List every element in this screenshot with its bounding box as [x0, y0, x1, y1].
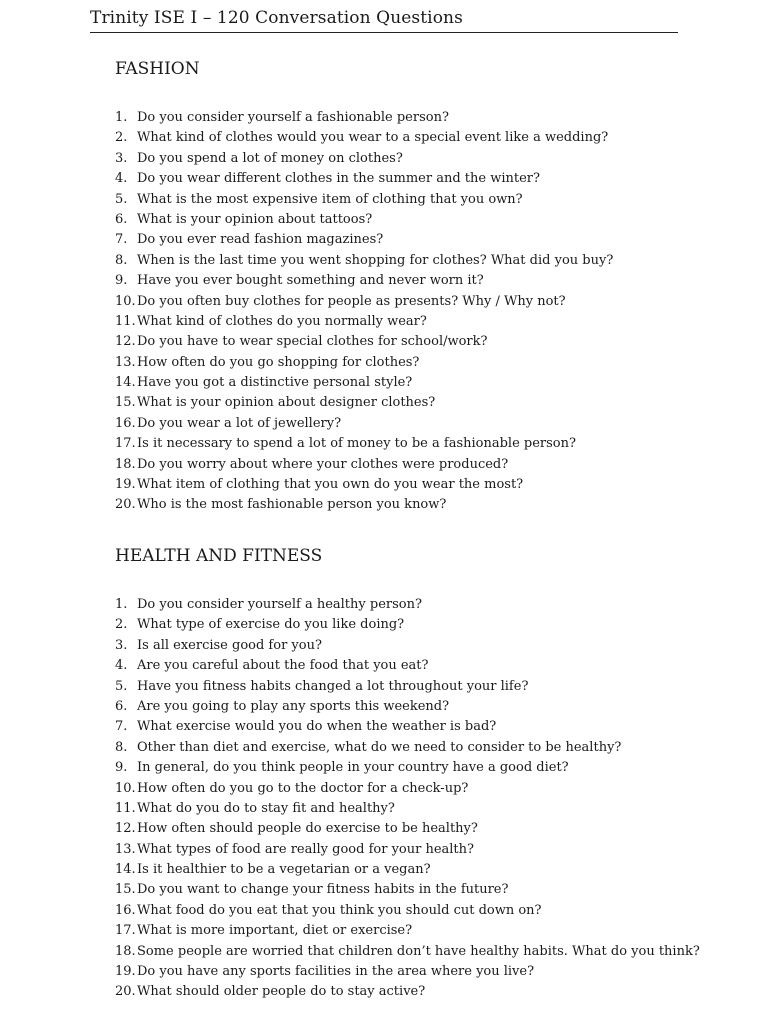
- question-item: [115, 495, 705, 515]
- question-text: Have you ever bought something and never worn it?: [137, 273, 484, 289]
- question-number: 6.: [115, 211, 128, 227]
- question-item: [115, 434, 705, 454]
- question-text: Some people are worried that children don’t have healthy habits. What do you think?: [137, 943, 700, 959]
- question-text: What is your opinion about tattoos?: [137, 211, 373, 227]
- question-number: 9.: [115, 273, 128, 289]
- question-item: [115, 982, 705, 1002]
- question-number: 17.: [115, 436, 136, 452]
- question-text: What type of exercise do you like doing?: [137, 617, 405, 633]
- question-item: [115, 779, 705, 799]
- question-number: 16.: [115, 902, 136, 918]
- question-item: [115, 128, 705, 148]
- question-item: [115, 738, 705, 758]
- question-number: 4.: [115, 658, 128, 674]
- question-number: 18.: [115, 456, 136, 472]
- question-number: 7.: [115, 719, 128, 735]
- question-number: 9.: [115, 760, 128, 776]
- question-text: Do you consider yourself a healthy person?: [137, 597, 422, 612]
- question-text: Who is the most fashionable person you know?: [137, 497, 447, 513]
- question-number: 14.: [115, 862, 136, 878]
- question-text: What is the most expensive item of clothing that you own?: [137, 191, 523, 207]
- question-text: Do you have to wear special clothes for school/work?: [137, 334, 488, 350]
- question-item: [115, 414, 705, 434]
- question-text: What is more important, diet or exercise?: [137, 923, 413, 939]
- question-text: What types of food are really good for your health?: [137, 841, 475, 857]
- question-text: Is all exercise good for you?: [137, 637, 322, 653]
- question-number: 12.: [115, 821, 136, 837]
- question-item: [115, 697, 705, 717]
- question-text: Do you often buy clothes for people as presents? Why / Why not?: [137, 293, 566, 309]
- question-number: 5.: [115, 191, 128, 207]
- question-item: [115, 860, 705, 880]
- section-fashion: [115, 58, 705, 513]
- question-item: [115, 758, 705, 778]
- question-text: Do you ever read fashion magazines?: [137, 232, 384, 248]
- question-item: [115, 595, 705, 615]
- question-item: [115, 251, 705, 271]
- question-item: [115, 312, 705, 332]
- question-text: Are you careful about the food that you eat?: [137, 658, 429, 674]
- question-text: Is it necessary to spend a lot of money to be a fashionable person?: [137, 436, 576, 452]
- question-number: 2.: [115, 617, 128, 633]
- question-text: What exercise would you do when the weather is bad?: [137, 719, 497, 735]
- question-number: 13.: [115, 354, 136, 370]
- page-header: [90, 6, 678, 33]
- question-text: What do you do to stay fit and healthy?: [137, 800, 395, 816]
- question-text: How often do you go to the doctor for a check-up?: [137, 780, 469, 796]
- question-item: [115, 880, 705, 900]
- question-item: [115, 656, 705, 676]
- question-text: Do you want to change your fitness habits in the future?: [137, 882, 509, 898]
- question-number: 11.: [115, 313, 136, 329]
- question-text: Do you worry about where your clothes were produced?: [137, 456, 509, 472]
- question-item: [115, 455, 705, 475]
- question-text: What is your opinion about designer clothes?: [137, 395, 436, 411]
- question-item: [115, 901, 705, 921]
- question-text: Have you got a distinctive personal style?: [137, 375, 413, 391]
- question-text: Are you going to play any sports this weekend?: [137, 698, 450, 714]
- question-item: [115, 717, 705, 737]
- question-item: [115, 292, 705, 312]
- question-item: [115, 615, 705, 635]
- question-number: 4.: [115, 171, 128, 187]
- question-text: How often should people do exercise to be healthy?: [137, 821, 478, 837]
- question-item: [115, 921, 705, 941]
- question-text: What should older people do to stay active?: [137, 984, 426, 1000]
- question-number: 11.: [115, 800, 136, 816]
- question-item: [115, 677, 705, 697]
- question-text: Do you wear different clothes in the summer and the winter?: [137, 171, 540, 187]
- question-number: 2.: [115, 130, 128, 146]
- question-item: [115, 271, 705, 291]
- question-item: [115, 169, 705, 189]
- question-text: Is it healthier to be a vegetarian or a vegan?: [137, 862, 431, 878]
- question-text: Do you have any sports facilities in the area where you live?: [137, 964, 535, 980]
- question-text: Do you wear a lot of jewellery?: [137, 415, 342, 431]
- question-number: 20.: [115, 497, 136, 513]
- question-text: What kind of clothes would you wear to a special event like a wedding?: [137, 130, 609, 146]
- question-number: 15.: [115, 395, 136, 411]
- question-text: When is the last time you went shopping for clothes? What did you buy?: [137, 252, 614, 268]
- question-number: 19.: [115, 964, 136, 980]
- question-item: [115, 840, 705, 860]
- question-item: [115, 149, 705, 169]
- question-number: 16.: [115, 415, 136, 431]
- question-item: [115, 819, 705, 839]
- question-text: What kind of clothes do you normally wear?: [137, 313, 427, 329]
- question-number: 1.: [115, 597, 128, 612]
- section-title: FASHION: [115, 59, 200, 79]
- question-number: 3.: [115, 637, 128, 653]
- question-item: [115, 393, 705, 413]
- question-item: [115, 799, 705, 819]
- question-number: 20.: [115, 984, 136, 1000]
- question-item: [115, 332, 705, 352]
- question-item: [115, 353, 705, 373]
- question-number: 1.: [115, 110, 128, 125]
- question-number: 7.: [115, 232, 128, 248]
- question-item: [115, 230, 705, 250]
- question-item: [115, 373, 705, 393]
- question-number: 3.: [115, 150, 128, 166]
- question-list: [115, 595, 705, 1003]
- question-text: In general, do you think people in your country have a good diet?: [137, 760, 569, 776]
- question-number: 6.: [115, 698, 128, 714]
- question-item: [115, 962, 705, 982]
- question-text: Other than diet and exercise, what do we need to consider to be healthy?: [137, 739, 622, 755]
- question-number: 19.: [115, 477, 136, 493]
- question-text: Do you consider yourself a fashionable person?: [137, 110, 449, 125]
- question-number: 5.: [115, 678, 128, 694]
- question-text: What food do you eat that you think you should cut down on?: [137, 902, 542, 918]
- question-item: [115, 636, 705, 656]
- question-text: Have you fitness habits changed a lot throughout your life?: [137, 678, 529, 694]
- question-item: [115, 210, 705, 230]
- question-number: 13.: [115, 841, 136, 857]
- question-text: What item of clothing that you own do you wear the most?: [137, 477, 524, 493]
- question-number: 17.: [115, 923, 136, 939]
- question-list: [115, 108, 705, 516]
- question-number: 14.: [115, 375, 136, 391]
- question-number: 15.: [115, 882, 136, 898]
- section-health-and-fitness: [115, 545, 705, 1000]
- question-item: [115, 475, 705, 495]
- question-text: How often do you go shopping for clothes?: [137, 354, 420, 370]
- question-number: 8.: [115, 252, 128, 268]
- question-number: 8.: [115, 739, 128, 755]
- page-title: Trinity ISE I – 120 Conversation Questions: [90, 8, 463, 28]
- question-number: 10.: [115, 293, 136, 309]
- question-item: [115, 942, 705, 962]
- question-text: Do you spend a lot of money on clothes?: [137, 150, 403, 166]
- question-number: 10.: [115, 780, 136, 796]
- section-title: HEALTH AND FITNESS: [115, 546, 323, 566]
- question-item: [115, 190, 705, 210]
- question-number: 12.: [115, 334, 136, 350]
- question-number: 18.: [115, 943, 136, 959]
- question-item: [115, 108, 705, 128]
